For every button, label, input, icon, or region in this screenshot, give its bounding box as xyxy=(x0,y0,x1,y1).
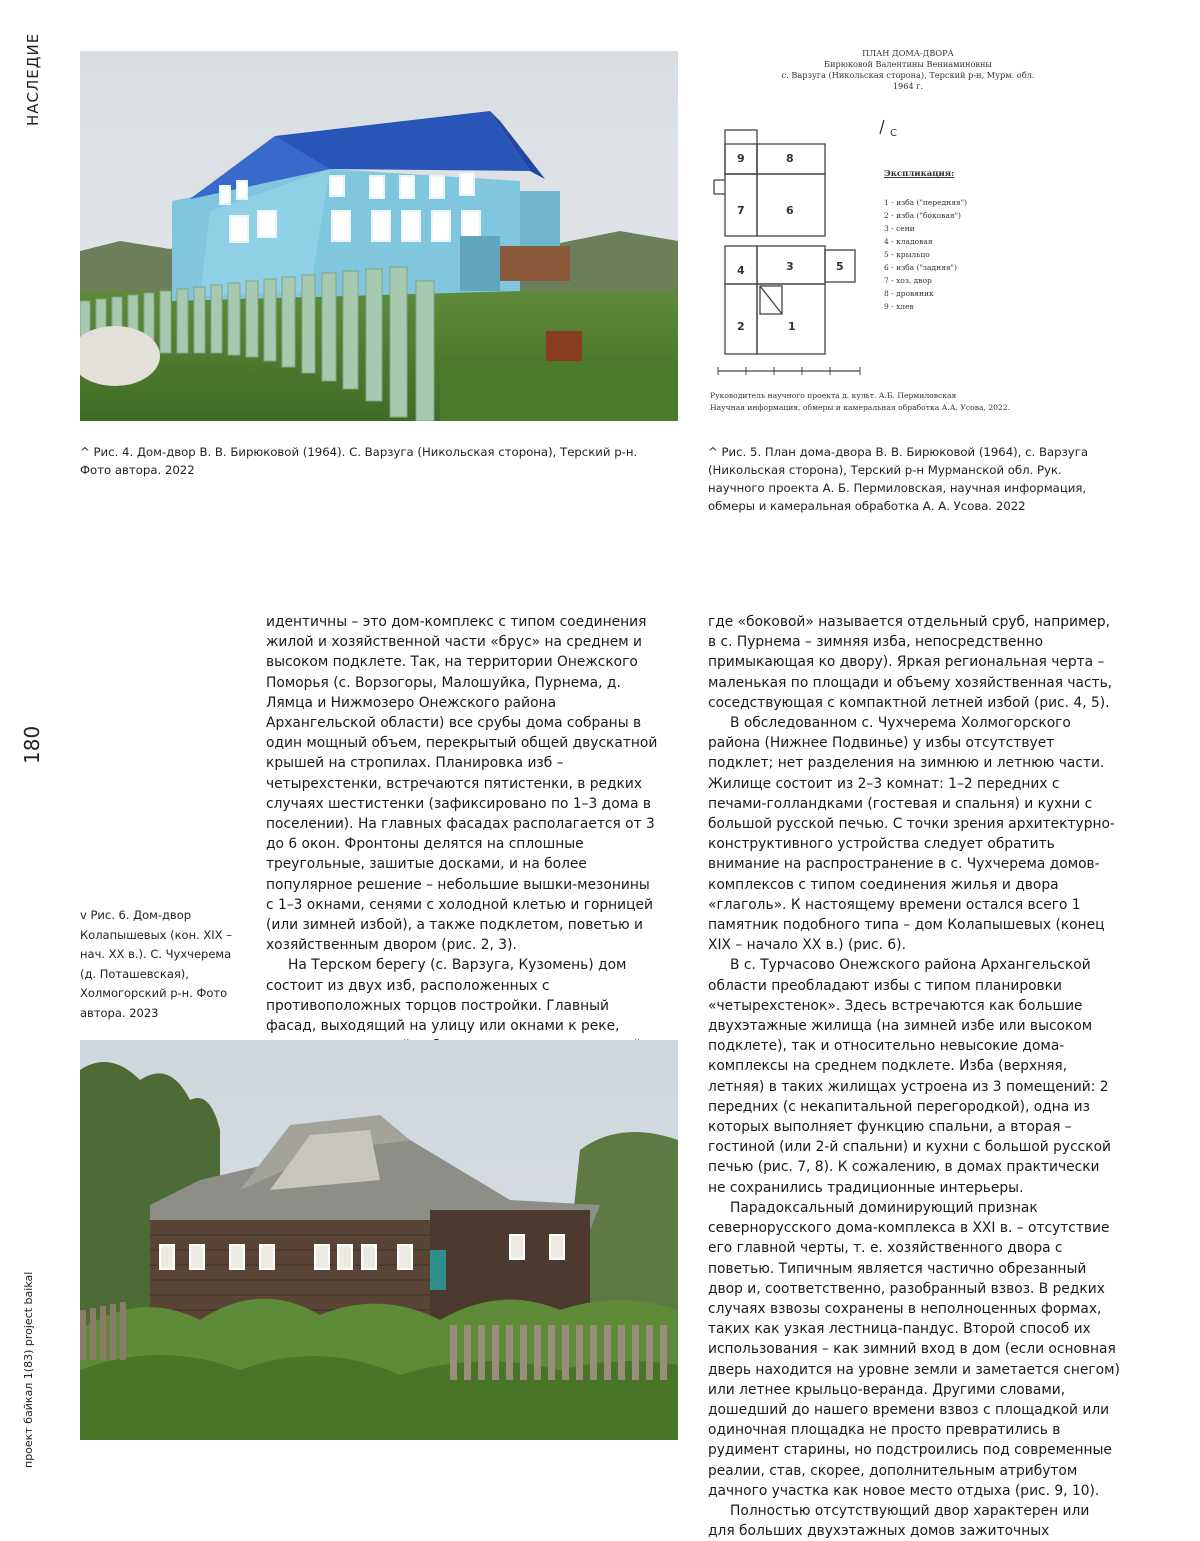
room-number: 3 xyxy=(786,260,794,273)
plan-north-label: С xyxy=(890,128,897,139)
room-number: 4 xyxy=(737,264,745,277)
paragraph: где «боковой» называется отдельный сруб, например, в с. Пурнема – зимняя изба, непосредственно примыкающая ко двору). Яркая региональная черта – маленькая по площади и объему хозяйственная часть, соседствующая с компактной летней избой (рис. 4, 5). xyxy=(708,612,1120,713)
plan-legend-item: 4 - кладовая xyxy=(884,237,933,247)
room-number: 9 xyxy=(737,152,745,165)
plan-credit-2: Научная информация, обмеры и камеральная обработка А.А. Усова, 2022. xyxy=(710,403,1010,412)
plan-legend-item: 3 - сени xyxy=(884,224,915,234)
figure-4-caption: ^ Рис. 4. Дом-двор В. В. Бирюковой (1964). С. Варзуга (Никольская сторона), Терский р-н. Фото автора. 2022 xyxy=(80,443,640,479)
plan-legend-item: 6 - изба ("задняя") xyxy=(884,263,957,273)
room-number: 6 xyxy=(786,204,794,217)
body-column-2 xyxy=(708,612,1120,1541)
plan-legend-item: 9 - хлев xyxy=(884,302,914,312)
paragraph: На Терском берегу (с. Варзуга, Кузомень) дом состоит из двух изб, расположенных с противоположных торцов постройки. Главный фасад, выходящий на улицу или окнами к реке, xyxy=(266,955,658,1096)
plan-place: с. Варзуга (Никольская сторона), Терский р-н, Мурм. обл. xyxy=(748,70,1068,81)
page-number: 180 xyxy=(20,726,44,764)
room-number: 2 xyxy=(737,320,745,333)
paragraph: Полностью отсутствующий двор характерен или для больших двухэтажных домов зажиточных xyxy=(708,1501,1120,1541)
figure-4-photo xyxy=(80,51,678,421)
paragraph: Парадоксальный доминирующий признак севернорусского дома-комплекса в XXI в. – отсутствие его главной черты, т. е. хозяйственного двора с поветью. Типичным является частично обрезанный двор и, соответственно, разобранный взвоз. В редких случаях взвозы сохранены в неполноценных формах, таких как узкая лестница-пандус. Второй способ их использования – как зимний вход в дом (если основная дверь находится на уровне земли и заметается снегом) или летнее крыльцо-веранда. Другими словами, дошедший до нашего времени взвоз с площадкой или одиночная площадка не просто превратились в рудимент старины, но подстроились под современные реалии, став, скорее, дополнительным атрибутом дачного участка как новое место отдыха (рис. 9, 10). xyxy=(708,1198,1120,1501)
paragraph: В обследованном с. Чухчерема Холмогорского района (Нижнее Подвинье) у избы отсутствует подклет; нет разделения на зимнюю и летнюю части. Жилище состоит из 2–3 комнат: 1–2 передних с печами-голландками (гостевая и спальня) и кухни с большой русской печью. С точки зрения архитектурно-конструктивного устройства следует обратить внимание на распространение в с. Чухчерема домов-комплексов с типом соединения жилья и двора «глаголь». К настоящему времени остался всего 1 памятник подобного типа – дом Колапышевых (конец XIX – начало XX в.) (рис. 6). xyxy=(708,713,1120,955)
plan-year: 1964 г. xyxy=(748,81,1068,92)
plan-credit-1: Руководитель научного проекта д. культ. А.Б. Пермиловская xyxy=(710,391,956,400)
plan-owner: Бирюковой Валентины Вениаминовны xyxy=(748,59,1068,70)
plan-legend-item: 7 - хоз. двор xyxy=(884,276,932,286)
paragraph: идентичны – это дом-комплекс с типом соединения жилой и хозяйственной части «брус» на среднем и высоком подклете. Так, на территории Онежского Поморья (с. Ворзогоры, Малошуйка, Пурнема, д. Лямца и Нижмозеро Онежского района Архангельской области) все срубы дома собраны в один мощный объем, перекрытый общей двускатной крышей на стропилах. Планировка изб – четырехстенки, встречаются пятистенки, в редких случаях шестистенки (зафиксировано по 1–3 дома в поселении). На главных фасадах располагается от 3 до 6 окон. Фронтоны делятся на сплошные треугольные, зашитые досками, и на более популярное решение – небольшие вышки-мезонины с 1–3 окнами, сенями с холодной клетью и горницей (или зимней избой), а также подклетом, поветью и хозяйственным двором (рис. 2, 3). xyxy=(266,612,658,955)
room-number: 7 xyxy=(737,204,745,217)
plan-legend-item: 8 - дровяник xyxy=(884,289,934,299)
plan-legend-title: Экспликация: xyxy=(884,169,954,179)
figure-5-plan xyxy=(708,46,1068,428)
plan-legend-item: 5 - крыльцо xyxy=(884,250,930,260)
plan-legend-item: 1 - изба ("передняя") xyxy=(884,198,967,208)
figure-5-caption: ^ Рис. 5. План дома-двора В. В. Бирюковой (1964), с. Варзуга (Никольская сторона), Терский р-н Мурманской обл. Рук. научного проекта А. Б. Пермиловская, научная информация, обмеры и камеральная обработка А. А. Усова. 2022 xyxy=(708,443,1108,515)
figure-6-photo xyxy=(80,1040,678,1440)
body-column-1 xyxy=(266,612,658,1097)
paragraph: В с. Турчасово Онежского района Архангельской области преобладают избы с типом планировки «четырехстенок». Здесь встречаются как большие двухэтажные жилища (на зимней избе или высоком подклете), так и относительно невысокие дома-комплексы на среднем подклете. Изба (верхняя, летняя) в таких жилищах устроена из 3 помещений: 2 передних (с некапитальной перегородкой), одна из которых выполняет функцию спальни, а вторая – гостиной (или 2-й спальни) и кухни с большой русской печью (рис. 7, 8). К сожалению, в домах практически не сохранились традиционные интерьеры. xyxy=(708,955,1120,1197)
section-label: НАСЛЕДИЕ xyxy=(24,33,42,126)
figure-6-caption: v Рис. 6. Дом-двор Колапышевых (кон. XIX – нач. XX в.). С. Чухчерема (д. Поташевская), Холмогорский р-н. Фото автора. 2023 xyxy=(80,906,238,1023)
plan-legend-item: 2 - изба ("боковая") xyxy=(884,211,961,221)
room-number: 1 xyxy=(788,320,796,333)
room-number: 5 xyxy=(836,260,844,273)
room-number: 8 xyxy=(786,152,794,165)
journal-line: проект байкал 1(83) project baikal xyxy=(22,1272,35,1468)
plan-title: ПЛАН ДОМА-ДВОРА xyxy=(748,48,1068,59)
